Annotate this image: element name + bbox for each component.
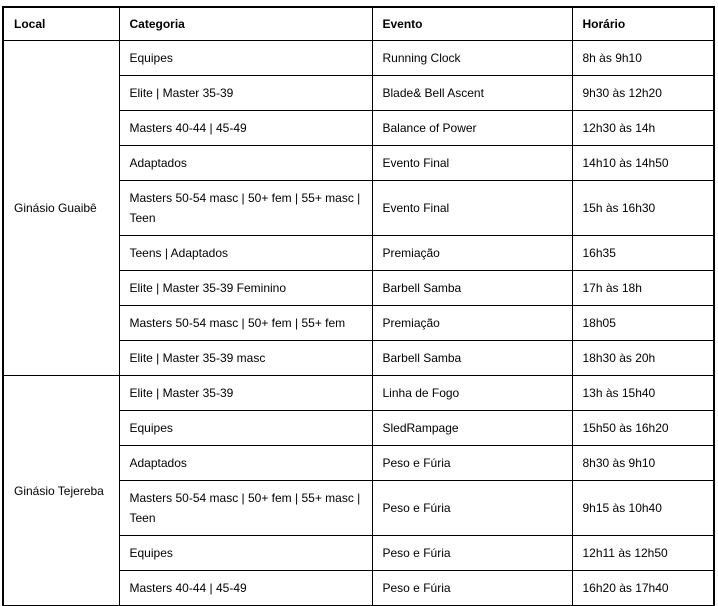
evento-cell: Blade& Bell Ascent [372,76,572,111]
horario-cell: 13h às 15h40 [572,376,714,411]
evento-cell: Peso e Fúria [372,536,572,571]
categoria-cell: Teens | Adaptados [119,236,372,271]
horario-cell: 9h15 às 10h40 [572,481,714,536]
categoria-cell: Adaptados [119,446,372,481]
horario-cell: 14h10 às 14h50 [572,146,714,181]
categoria-cell: Masters 50-54 masc | 50+ fem | 55+ fem [119,306,372,341]
evento-cell: Peso e Fúria [372,446,572,481]
schedule-table [2,6,715,606]
horario-cell: 18h30 às 20h [572,341,714,376]
categoria-cell: Elite | Master 35-39 Feminino [119,271,372,306]
horario-cell: 12h11 às 12h50 [572,536,714,571]
evento-cell: Balance of Power [372,111,572,146]
horario-cell: 16h20 às 17h40 [572,571,714,606]
categoria-cell: Adaptados [119,146,372,181]
evento-cell: Barbell Samba [372,271,572,306]
categoria-cell: Elite | Master 35-39 [119,376,372,411]
evento-cell: Barbell Samba [372,341,572,376]
horario-cell: 8h30 às 9h10 [572,446,714,481]
table-row [3,376,714,411]
schedule-body [3,41,714,606]
categoria-cell: Masters 50-54 masc | 50+ fem | 55+ masc | Teen [119,481,372,536]
evento-cell: SledRampage [372,411,572,446]
column-header-evento: Evento [372,7,572,41]
evento-cell: Evento Final [372,146,572,181]
column-header-categoria: Categoria [119,7,372,41]
evento-cell: Evento Final [372,181,572,236]
categoria-cell: Masters 50-54 masc | 50+ fem | 55+ masc | Teen [119,181,372,236]
categoria-cell: Masters 40-44 | 45-49 [119,111,372,146]
evento-cell: Premiação [372,236,572,271]
local-cell: Ginásio Guaibê [3,41,119,376]
horario-cell: 18h05 [572,306,714,341]
categoria-cell: Equipes [119,411,372,446]
horario-cell: 16h35 [572,236,714,271]
column-header-local: Local [3,7,119,41]
local-cell: Ginásio Tejereba [3,376,119,606]
evento-cell: Peso e Fúria [372,481,572,536]
evento-cell: Linha de Fogo [372,376,572,411]
horario-cell: 15h às 16h30 [572,181,714,236]
evento-cell: Peso e Fúria [372,571,572,606]
evento-cell: Premiação [372,306,572,341]
categoria-cell: Elite | Master 35-39 masc [119,341,372,376]
evento-cell: Running Clock [372,41,572,76]
horario-cell: 9h30 às 12h20 [572,76,714,111]
categoria-cell: Equipes [119,536,372,571]
horario-cell: 17h às 18h [572,271,714,306]
horario-cell: 12h30 às 14h [572,111,714,146]
column-header-horario: Horário [572,7,714,41]
horario-cell: 15h50 às 16h20 [572,411,714,446]
table-row [3,41,714,76]
schedule-table-header [3,7,714,41]
categoria-cell: Equipes [119,41,372,76]
horario-cell: 8h às 9h10 [572,41,714,76]
categoria-cell: Masters 40-44 | 45-49 [119,571,372,606]
categoria-cell: Elite | Master 35-39 [119,76,372,111]
header-row [3,7,714,41]
